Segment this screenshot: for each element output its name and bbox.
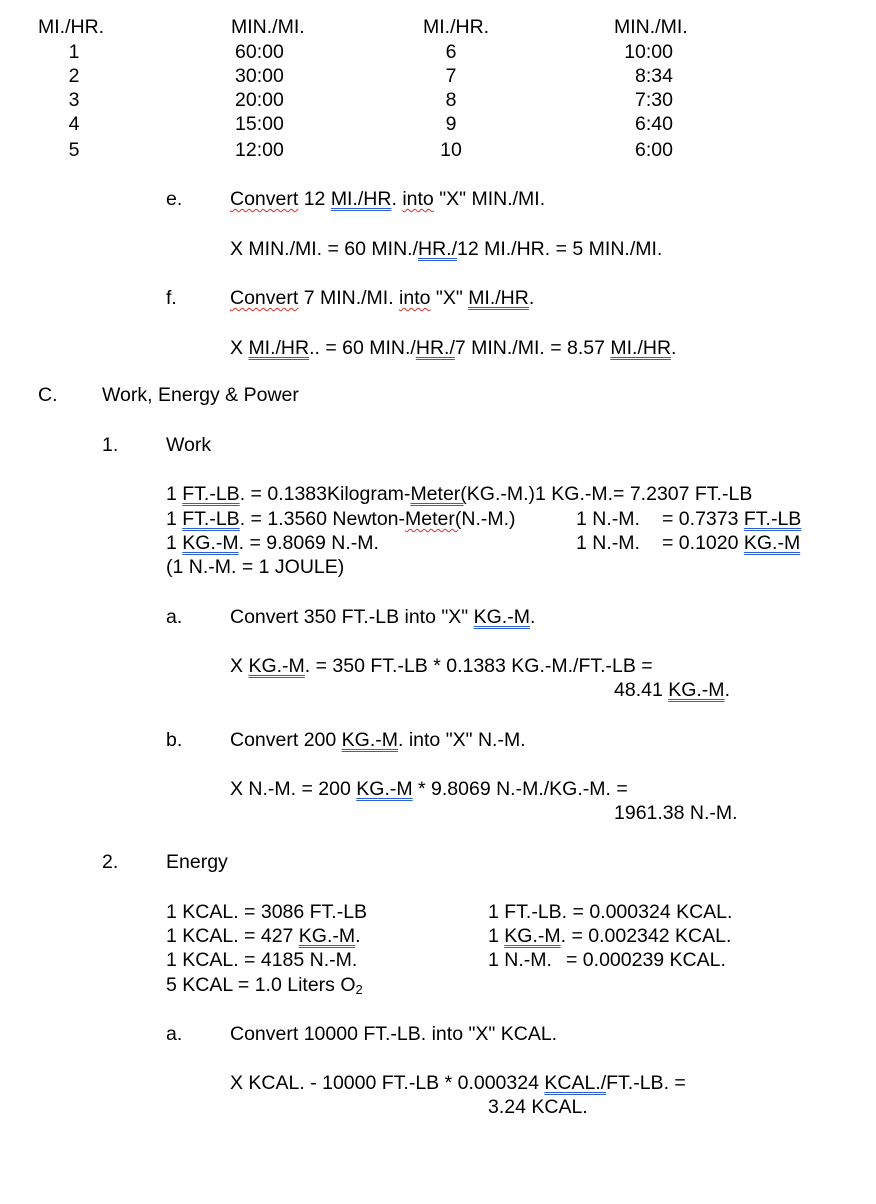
energy-line-3: 1 KCAL. = 4185 N.-M.: [166, 949, 358, 971]
table-cell: 6: [445, 41, 457, 63]
item-marker-a: a.: [166, 606, 183, 628]
grammar-flag: FT.-LB: [743, 508, 802, 530]
table-cell: 30:00: [235, 65, 284, 87]
grammar-flag: MI./HR: [610, 337, 672, 359]
work-line-1: 1 FT.-LB. = 0.1383Kilogram-Meter(KG.-M.)1 KG.-M.= 7.2307 FT.-LB: [166, 483, 753, 505]
energy-a-title: Convert 10000 FT.-LB. into "X" KCAL.: [230, 1023, 558, 1045]
table-cell: 15:00: [235, 113, 284, 135]
grammar-flag: KG.-M: [473, 606, 530, 628]
work-line-3: 1 KG.-M. = 9.8069 N.-M.: [166, 532, 379, 554]
item-marker-b: b.: [166, 729, 183, 751]
section-title: Work, Energy & Power: [102, 384, 299, 406]
table-cell: 9: [445, 113, 457, 135]
table-cell: 7:30: [635, 89, 673, 111]
spelling-flag: Convert: [230, 188, 299, 210]
grammar-flag: Meter(: [410, 483, 467, 505]
table-cell: 8: [445, 89, 457, 111]
grammar-flag: MI./HR: [468, 287, 529, 309]
item-e-solution: X MIN./MI. = 60 MIN./HR./12 MI./HR. = 5 MIN./MI.: [230, 238, 663, 260]
energy-line-4: 5 KCAL = 1.0 Liters $O_2$: [166, 974, 363, 997]
grammar-flag: KG.-M: [248, 655, 305, 677]
item-e-title: Convert 12 MI./HR. into "X" MIN./MI.: [230, 188, 546, 210]
work-a-solution: X KG.-M. = 350 FT.-LB * 0.1383 KG.-M./FT.-LB =: [230, 655, 653, 677]
grammar-flag: FT.-LB: [182, 508, 240, 530]
work-b-solution: X N.-M. = 200 KG.-M * 9.8069 N.-M./KG.-M. =: [230, 778, 628, 800]
subsection-title: Energy: [166, 851, 228, 873]
grammar-flag: MI./HR: [248, 337, 310, 359]
spelling-flag: into: [402, 188, 434, 210]
table-header: MIN./MI.: [231, 16, 305, 38]
energy-a-result: 3.24 KCAL.: [488, 1096, 588, 1118]
energy-right-3-label: 1 N.-M.: [488, 949, 552, 971]
table-cell: 8:34: [635, 65, 673, 87]
table-cell: 6:40: [635, 113, 673, 135]
subscript: 2: [355, 982, 363, 997]
work-a-result: 48.41 KG.-M.: [614, 679, 730, 701]
grammar-flag: HR./: [415, 337, 455, 359]
item-f-title: Convert 7 MIN./MI. into "X" MI./HR.: [230, 287, 535, 309]
work-line-2: 1 FT.-LB. = 1.3560 Newton-Meter(N.-M.): [166, 508, 516, 530]
table-cell: 10:00: [624, 41, 673, 63]
work-a-title: Convert 350 FT.-LB into "X" KG.-M.: [230, 606, 536, 628]
item-marker-f: f.: [166, 287, 177, 309]
grammar-flag: KG.-M: [356, 778, 413, 800]
energy-line-2: 1 KCAL. = 427 KG.-M.: [166, 925, 361, 947]
item-marker-a: a.: [166, 1023, 183, 1045]
table-cell: 6:00: [635, 139, 673, 161]
grammar-flag: FT.-LB: [182, 483, 240, 505]
work-line-2-right-label: 1 N.-M.: [576, 508, 640, 530]
item-marker-e: e.: [166, 188, 183, 210]
subsection-marker: 1.: [102, 434, 119, 456]
table-cell: 4: [68, 113, 80, 135]
spelling-flag: Meter(: [405, 508, 462, 530]
table-cell: 10: [440, 139, 462, 161]
work-line-4: (1 N.-M. = 1 JOULE): [166, 556, 345, 578]
item-f-solution: X MI./HR.. = 60 MIN./HR./7 MIN./MI. = 8.57 MI./HR.: [230, 337, 677, 359]
work-line-3-right-label: 1 N.-M.: [576, 532, 640, 554]
grammar-flag: KG.-M: [298, 925, 356, 947]
grammar-flag: MI./HR: [330, 188, 392, 210]
table-cell: 12:00: [235, 139, 284, 161]
table-cell: 7: [445, 65, 457, 87]
energy-a-solution: X KCAL. - 10000 FT.-LB * 0.000324 KCAL./FT.-LB. =: [230, 1072, 686, 1094]
table-cell: 1: [68, 41, 80, 63]
table-cell: 5: [68, 139, 80, 161]
work-b-title: Convert 200 KG.-M. into "X" N.-M.: [230, 729, 526, 751]
table-cell: 3: [68, 89, 80, 111]
grammar-flag: HR./: [418, 238, 457, 260]
energy-right-1: 1 FT.-LB. = 0.000324 KCAL.: [488, 901, 733, 923]
table-header: MI./HR.: [423, 16, 490, 38]
table-header: MIN./MI.: [614, 16, 688, 38]
grammar-flag: KG.-M: [504, 925, 561, 947]
table-cell: 60:00: [235, 41, 284, 63]
energy-line-1: 1 KCAL. = 3086 FT.-LB: [166, 901, 368, 923]
work-line-3-right-value: = 0.1020 KG.-M: [662, 532, 801, 554]
table-cell: 20:00: [235, 89, 284, 111]
energy-right-2: 1 KG.-M. = 0.002342 KCAL.: [488, 925, 732, 947]
grammar-flag: KG.-M: [182, 532, 239, 554]
energy-right-3-value: = 0.000239 KCAL.: [566, 949, 726, 971]
table-header: MI./HR.: [38, 16, 105, 38]
subsection-marker: 2.: [102, 851, 119, 873]
spelling-flag: into: [399, 287, 431, 309]
grammar-flag: KG.-M: [668, 679, 725, 701]
spelling-flag: Convert: [230, 287, 299, 309]
subsection-title: Work: [166, 434, 212, 456]
grammar-flag: KG.-M: [341, 729, 398, 751]
grammar-flag: KG.-M: [743, 532, 801, 554]
section-marker: C.: [38, 384, 58, 406]
work-b-result: 1961.38 N.-M.: [614, 802, 738, 824]
table-cell: 2: [68, 65, 80, 87]
grammar-flag: KCAL./: [544, 1072, 607, 1094]
work-line-2-right-value: = 0.7373 FT.-LB: [662, 508, 802, 530]
